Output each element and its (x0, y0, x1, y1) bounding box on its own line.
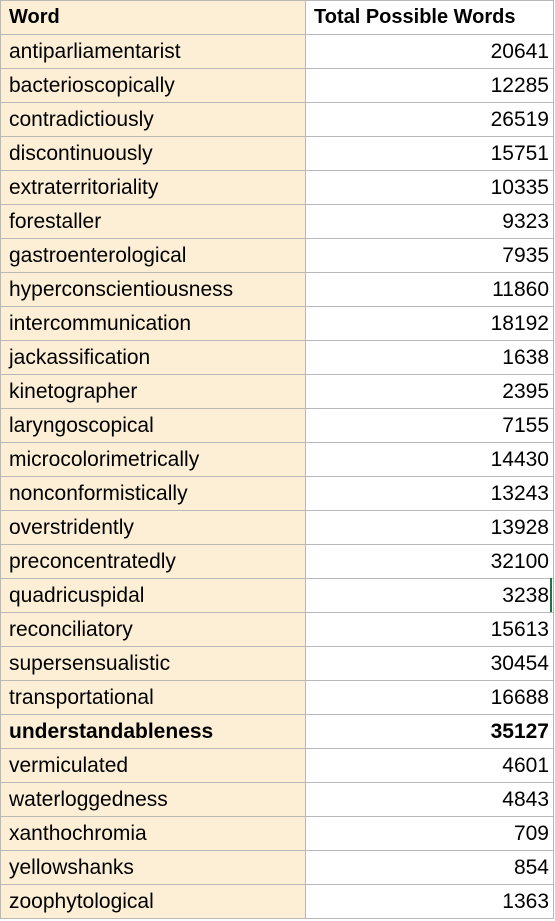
total-cell[interactable]: 854 (306, 851, 554, 885)
word-cell[interactable]: preconcentratedly (1, 545, 306, 579)
table-row (1, 783, 554, 817)
table-row (1, 103, 554, 137)
table-row (1, 409, 554, 443)
table-row (1, 511, 554, 545)
word-cell[interactable]: overstridently (1, 511, 306, 545)
table-row (1, 647, 554, 681)
table-row (1, 715, 554, 749)
word-cell[interactable]: laryngoscopical (1, 409, 306, 443)
active-cell-edge (550, 578, 552, 612)
table-row (1, 69, 554, 103)
table-body (1, 35, 554, 919)
word-cell[interactable]: nonconformistically (1, 477, 306, 511)
table-row (1, 35, 554, 69)
total-cell[interactable]: 2395 (306, 375, 554, 409)
table-row (1, 477, 554, 511)
table-row (1, 137, 554, 171)
word-cell[interactable]: contradictiously (1, 103, 306, 137)
table-row (1, 443, 554, 477)
word-cell[interactable]: zoophytological (1, 885, 306, 919)
word-cell[interactable]: transportational (1, 681, 306, 715)
word-cell[interactable]: intercommunication (1, 307, 306, 341)
table-row (1, 885, 554, 919)
table-row (1, 749, 554, 783)
table-row (1, 851, 554, 885)
word-cell[interactable]: microcolorimetrically (1, 443, 306, 477)
word-cell[interactable]: extraterritoriality (1, 171, 306, 205)
total-cell[interactable]: 1638 (306, 341, 554, 375)
table-row (1, 341, 554, 375)
table-row (1, 681, 554, 715)
word-cell[interactable]: forestaller (1, 205, 306, 239)
table-row (1, 613, 554, 647)
total-cell[interactable]: 7155 (306, 409, 554, 443)
word-cell[interactable]: waterloggedness (1, 783, 306, 817)
total-cell[interactable]: 15613 (306, 613, 554, 647)
total-cell[interactable]: 14430 (306, 443, 554, 477)
total-cell[interactable]: 11860 (306, 273, 554, 307)
total-cell[interactable]: 3238 (306, 579, 554, 613)
word-cell[interactable]: quadricuspidal (1, 579, 306, 613)
total-cell[interactable]: 7935 (306, 239, 554, 273)
header-word-cell[interactable]: Word (1, 1, 306, 35)
table-row (1, 579, 554, 613)
total-cell[interactable]: 4843 (306, 783, 554, 817)
word-cell[interactable]: bacterioscopically (1, 69, 306, 103)
word-cell[interactable]: gastroenterological (1, 239, 306, 273)
header-row (1, 1, 554, 35)
total-cell[interactable]: 10335 (306, 171, 554, 205)
table-row (1, 205, 554, 239)
total-cell[interactable]: 1363 (306, 885, 554, 919)
table-row (1, 307, 554, 341)
table-row (1, 239, 554, 273)
total-cell[interactable]: 35127 (306, 715, 554, 749)
total-cell[interactable]: 15751 (306, 137, 554, 171)
total-cell[interactable]: 4601 (306, 749, 554, 783)
word-cell[interactable]: supersensualistic (1, 647, 306, 681)
total-cell[interactable]: 12285 (306, 69, 554, 103)
total-cell[interactable]: 709 (306, 817, 554, 851)
word-cell[interactable]: vermiculated (1, 749, 306, 783)
word-cell[interactable]: discontinuously (1, 137, 306, 171)
table-row (1, 817, 554, 851)
word-cell[interactable]: yellowshanks (1, 851, 306, 885)
word-cell[interactable]: xanthochromia (1, 817, 306, 851)
word-cell[interactable]: antiparliamentarist (1, 35, 306, 69)
word-cell[interactable]: reconciliatory (1, 613, 306, 647)
total-cell[interactable]: 26519 (306, 103, 554, 137)
word-cell[interactable]: jackassification (1, 341, 306, 375)
total-cell[interactable]: 9323 (306, 205, 554, 239)
table-row (1, 545, 554, 579)
header-total-cell[interactable]: Total Possible Words (306, 1, 554, 35)
word-cell[interactable]: understandableness (1, 715, 306, 749)
total-cell[interactable]: 16688 (306, 681, 554, 715)
total-cell[interactable]: 30454 (306, 647, 554, 681)
total-cell[interactable]: 32100 (306, 545, 554, 579)
word-cell[interactable]: kinetographer (1, 375, 306, 409)
word-cell[interactable]: hyperconscientiousness (1, 273, 306, 307)
total-cell[interactable]: 13243 (306, 477, 554, 511)
table-row (1, 171, 554, 205)
total-cell[interactable]: 18192 (306, 307, 554, 341)
total-cell[interactable]: 13928 (306, 511, 554, 545)
total-cell[interactable]: 20641 (306, 35, 554, 69)
table-row (1, 375, 554, 409)
table-row (1, 273, 554, 307)
